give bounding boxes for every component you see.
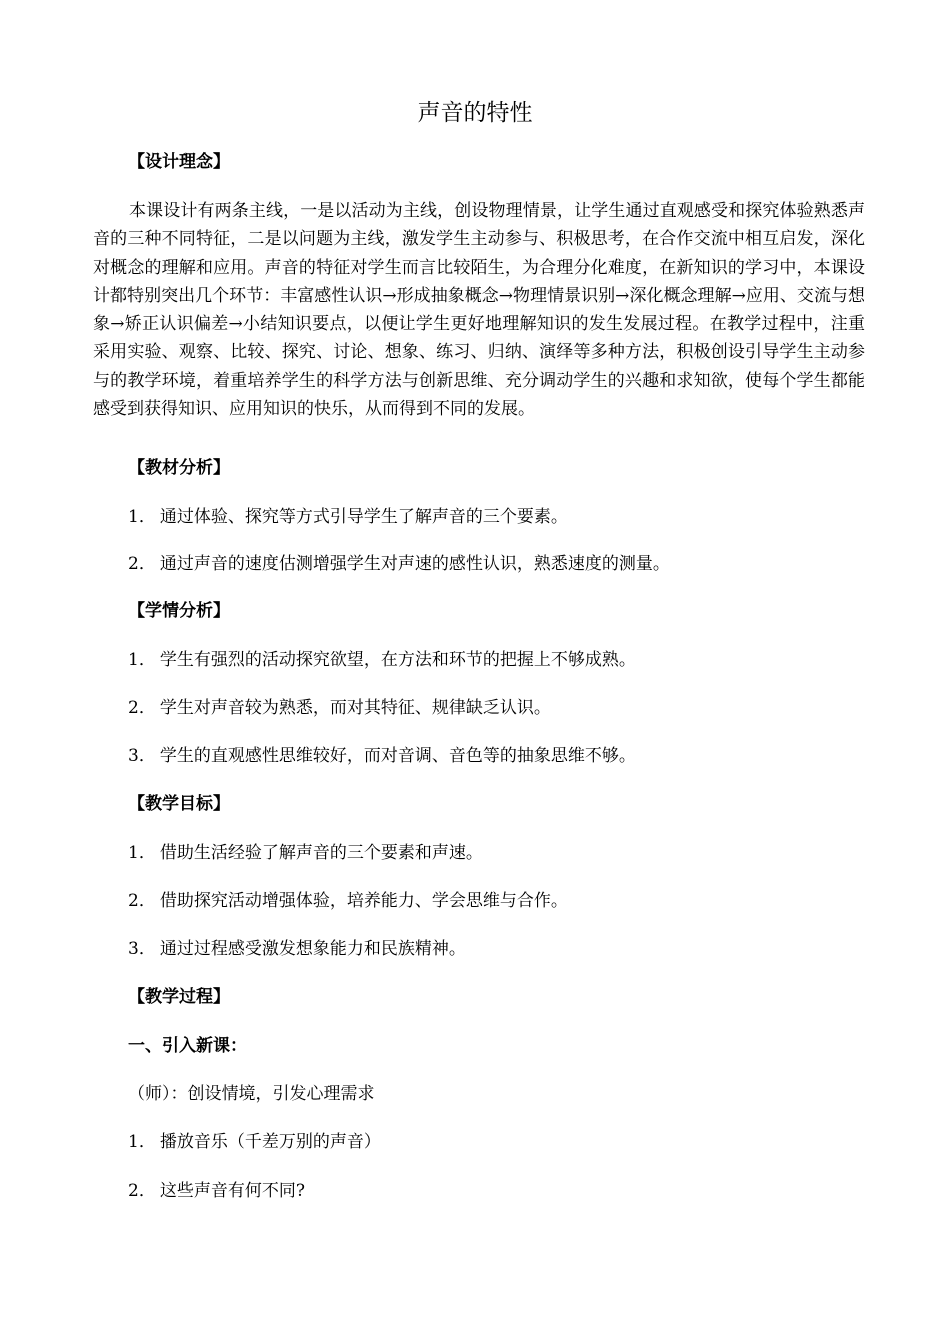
list-item-text: 通过声音的速度估测增强学生对声速的感性认识，熟悉速度的测量。 (159, 554, 670, 574)
heading-textbook-analysis: 【教材分析】 (128, 458, 230, 478)
list-item-text: 学生有强烈的活动探究欲望，在方法和环节的把握上不够成熟。 (159, 650, 636, 670)
list-item-number: 1． (128, 1132, 156, 1152)
list-item-number: 2． (128, 891, 156, 911)
teacher-line: （师）：创设情境，引发心理需求 (128, 1084, 375, 1104)
list-item-number: 1． (128, 843, 156, 863)
list-item (128, 841, 483, 865)
list-item-text: 借助生活经验了解声音的三个要素和声速。 (159, 843, 483, 863)
subheading-introduction: 一、引入新课： (128, 1036, 247, 1056)
document-title: 声音的特性 (417, 100, 533, 126)
list-item (128, 744, 636, 768)
list-item (128, 696, 551, 720)
heading-student-analysis: 【学情分析】 (128, 601, 230, 621)
list-item-text: 通过体验、探究等方式引导学生了解声音的三个要素。 (159, 507, 568, 527)
heading-teaching-goals: 【教学目标】 (128, 794, 230, 814)
list-item-text: 学生的直观感性思维较好，而对音调、音色等的抽象思维不够。 (159, 746, 636, 766)
list-item-text: 学生对声音较为熟悉，而对其特征、规律缺乏认识。 (159, 698, 551, 718)
list-item-text: 借助探究活动增强体验，培养能力、学会思维与合作。 (159, 891, 568, 911)
list-item (128, 1130, 381, 1154)
list-item (128, 937, 466, 961)
list-item (128, 648, 636, 672)
heading-teaching-process: 【教学过程】 (128, 987, 230, 1007)
list-item-text: 通过过程感受激发想象能力和民族精神。 (159, 939, 466, 959)
list-item (128, 889, 568, 913)
list-item-number: 2． (128, 554, 156, 574)
list-item-text: 这些声音有何不同? (159, 1181, 305, 1201)
heading-design-concept: 【设计理念】 (128, 152, 230, 172)
list-item (128, 505, 568, 529)
design-concept-paragraph: 本课设计有两条主线，一是以活动为主线，创设物理情景，让学生通过直观感受和探究体验熟悉声音的三种不同特征，二是以问题为主线，激发学生主动参与、积极思考，在合作交流中相互启发，深化对概念的理解和应用。声音的特征对学生而言比较陌生，为合理分化难度，在新知识的学习中，本课设计都特别突出几个环节：丰富感性认识→形成抽象概念→物理情景识别→深化概念理解→应用、交流与想象→矫正认识偏差→小结知识要点，以便让学生更好地理解知识的发生发展过程。在教学过程中，注重采用实验、观察、比较、探究、讨论、想象、练习、归纳、演绎等多种方法，积极创设引导学生主动参与的教学环境，着重培养学生的科学方法与创新思维、充分调动学生的兴趣和求知欲，使每个学生都能感受到获得知识、应用知识的快乐，从而得到不同的发展。 (93, 201, 865, 420)
list-item (128, 552, 670, 576)
list-item-number: 2． (128, 1181, 156, 1201)
list-item (128, 1179, 305, 1203)
list-item-number: 3． (128, 746, 156, 766)
list-item-number: 1． (128, 650, 156, 670)
list-item-number: 1． (128, 507, 156, 527)
list-item-number: 3． (128, 939, 156, 959)
list-item-number: 2． (128, 698, 156, 718)
list-item-text: 播放音乐（千差万别的声音） (159, 1132, 381, 1152)
